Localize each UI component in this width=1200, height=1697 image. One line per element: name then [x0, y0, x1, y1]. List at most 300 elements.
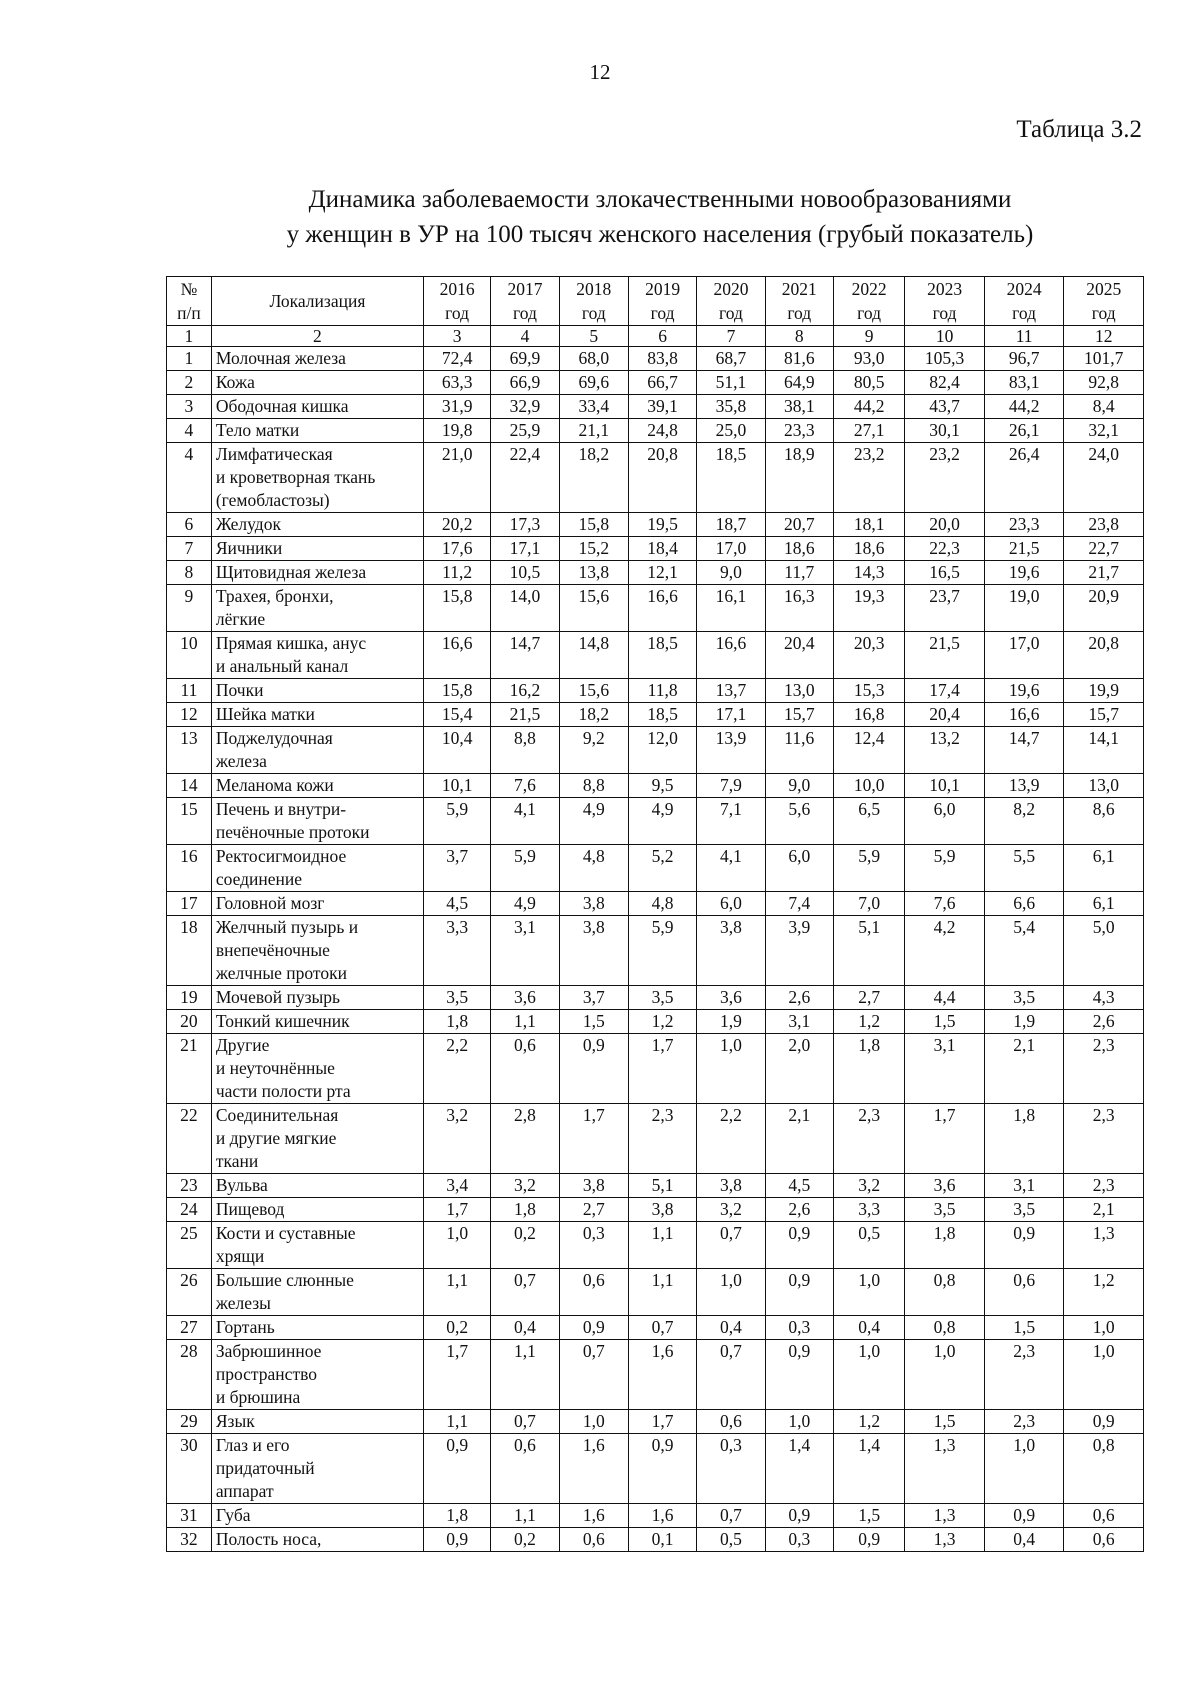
value-cell: 19,0 — [984, 585, 1064, 632]
value-cell: 3,4 — [423, 1174, 490, 1198]
localization-cell: Ободочная кишка — [211, 395, 423, 419]
value-cell: 1,0 — [559, 1410, 628, 1434]
value-cell: 10,4 — [423, 727, 490, 774]
value-cell: 22,4 — [491, 443, 559, 513]
value-cell: 7,1 — [697, 798, 765, 845]
value-cell: 14,7 — [491, 632, 559, 679]
value-cell: 1,1 — [491, 1010, 559, 1034]
localization-cell: Ректосигмоидное соединение — [211, 845, 423, 892]
header-year — [491, 277, 559, 326]
value-cell: 3,5 — [628, 986, 696, 1010]
value-cell: 18,9 — [765, 443, 833, 513]
value-cell: 1,3 — [905, 1528, 985, 1552]
value-cell: 43,7 — [905, 395, 985, 419]
value-cell: 15,3 — [833, 679, 904, 703]
value-cell: 17,1 — [491, 537, 559, 561]
localization-cell: Печень и внутри- печёночные протоки — [211, 798, 423, 845]
localization-cell: Лимфатическая и кроветворная ткань (гемобластозы) — [211, 443, 423, 513]
value-cell: 31,9 — [423, 395, 490, 419]
header-year — [559, 277, 628, 326]
localization-cell: Шейка матки — [211, 703, 423, 727]
table-row — [167, 1222, 1144, 1269]
value-cell: 4,2 — [905, 916, 985, 986]
value-cell: 10,1 — [423, 774, 490, 798]
value-cell: 92,8 — [1064, 371, 1144, 395]
value-cell: 21,5 — [491, 703, 559, 727]
row-number-cell: 23 — [167, 1174, 212, 1198]
value-cell: 15,7 — [1064, 703, 1144, 727]
value-cell: 0,6 — [491, 1034, 559, 1104]
header-year-unit: год — [1012, 303, 1037, 323]
value-cell: 3,7 — [423, 845, 490, 892]
value-cell: 23,8 — [1064, 513, 1144, 537]
value-cell: 6,0 — [697, 892, 765, 916]
header-year-unit: год — [512, 303, 537, 323]
value-cell: 19,9 — [1064, 679, 1144, 703]
value-cell: 4,8 — [559, 845, 628, 892]
value-cell: 66,7 — [628, 371, 696, 395]
value-cell: 4,4 — [905, 986, 985, 1010]
header-year — [628, 277, 696, 326]
localization-cell: Почки — [211, 679, 423, 703]
row-number-cell: 29 — [167, 1410, 212, 1434]
value-cell: 13,9 — [984, 774, 1064, 798]
table-body — [167, 326, 1144, 1552]
value-cell: 7,6 — [491, 774, 559, 798]
value-cell: 63,3 — [423, 371, 490, 395]
value-cell: 4,1 — [697, 845, 765, 892]
value-cell: 1,0 — [423, 1222, 490, 1269]
value-cell: 1,7 — [423, 1198, 490, 1222]
table-row — [167, 1104, 1144, 1174]
table-row — [167, 1504, 1144, 1528]
value-cell: 5,9 — [491, 845, 559, 892]
column-number-cell: 10 — [905, 326, 985, 347]
value-cell: 16,1 — [697, 585, 765, 632]
value-cell: 0,7 — [559, 1340, 628, 1410]
value-cell: 1,3 — [1064, 1222, 1144, 1269]
value-cell: 23,7 — [905, 585, 985, 632]
value-cell: 0,7 — [697, 1222, 765, 1269]
row-number-cell: 3 — [167, 395, 212, 419]
column-number-cell: 8 — [765, 326, 833, 347]
row-number-cell: 32 — [167, 1528, 212, 1552]
header-year-value: 2017 — [507, 279, 543, 299]
value-cell: 1,4 — [765, 1434, 833, 1504]
value-cell: 0,3 — [765, 1316, 833, 1340]
value-cell: 0,4 — [697, 1316, 765, 1340]
value-cell: 1,8 — [491, 1198, 559, 1222]
header-year — [833, 277, 904, 326]
value-cell: 17,3 — [491, 513, 559, 537]
header-year-value: 2022 — [851, 279, 887, 299]
row-number-cell: 16 — [167, 845, 212, 892]
value-cell: 1,8 — [423, 1010, 490, 1034]
localization-cell: Кожа — [211, 371, 423, 395]
value-cell: 21,5 — [984, 537, 1064, 561]
value-cell: 5,9 — [833, 845, 904, 892]
header-year-unit: год — [581, 303, 606, 323]
value-cell: 0,9 — [559, 1034, 628, 1104]
value-cell: 2,3 — [984, 1410, 1064, 1434]
localization-cell: Гортань — [211, 1316, 423, 1340]
table-row — [167, 443, 1144, 513]
value-cell: 0,9 — [628, 1434, 696, 1504]
value-cell: 13,2 — [905, 727, 985, 774]
table-row — [167, 703, 1144, 727]
value-cell: 1,5 — [833, 1504, 904, 1528]
value-cell: 10,1 — [905, 774, 985, 798]
value-cell: 6,0 — [765, 845, 833, 892]
value-cell: 12,1 — [628, 561, 696, 585]
header-year-unit: год — [718, 303, 743, 323]
value-cell: 93,0 — [833, 347, 904, 371]
value-cell: 15,4 — [423, 703, 490, 727]
value-cell: 22,7 — [1064, 537, 1144, 561]
value-cell: 0,6 — [697, 1410, 765, 1434]
localization-cell: Забрюшинное пространство и брюшина — [211, 1340, 423, 1410]
value-cell: 3,6 — [697, 986, 765, 1010]
value-cell: 1,1 — [491, 1340, 559, 1410]
value-cell: 9,2 — [559, 727, 628, 774]
value-cell: 0,9 — [765, 1340, 833, 1410]
value-cell: 68,0 — [559, 347, 628, 371]
value-cell: 20,0 — [905, 513, 985, 537]
value-cell: 14,3 — [833, 561, 904, 585]
table-row — [167, 727, 1144, 774]
row-number-cell: 4 — [167, 443, 212, 513]
value-cell: 7,4 — [765, 892, 833, 916]
row-number-cell: 8 — [167, 561, 212, 585]
row-number-cell: 14 — [167, 774, 212, 798]
value-cell: 18,7 — [697, 513, 765, 537]
table-row — [167, 798, 1144, 845]
column-number-cell: 9 — [833, 326, 904, 347]
value-cell: 23,2 — [905, 443, 985, 513]
value-cell: 5,1 — [628, 1174, 696, 1198]
value-cell: 7,9 — [697, 774, 765, 798]
value-cell: 8,8 — [559, 774, 628, 798]
value-cell: 4,5 — [765, 1174, 833, 1198]
value-cell: 30,1 — [905, 419, 985, 443]
value-cell: 1,2 — [1064, 1269, 1144, 1316]
localization-cell: Тело матки — [211, 419, 423, 443]
value-cell: 14,8 — [559, 632, 628, 679]
localization-cell: Губа — [211, 1504, 423, 1528]
value-cell: 5,9 — [423, 798, 490, 845]
value-cell: 15,6 — [559, 585, 628, 632]
value-cell: 1,7 — [905, 1104, 985, 1174]
value-cell: 12,4 — [833, 727, 904, 774]
value-cell: 6,5 — [833, 798, 904, 845]
header-number: № п/п — [167, 277, 212, 326]
header-year-value: 2018 — [576, 279, 612, 299]
localization-cell: Мочевой пузырь — [211, 986, 423, 1010]
row-number-cell: 22 — [167, 1104, 212, 1174]
column-number-cell: 4 — [491, 326, 559, 347]
header-year-value: 2023 — [927, 279, 963, 299]
column-number-cell: 2 — [211, 326, 423, 347]
localization-cell: Меланома кожи — [211, 774, 423, 798]
value-cell: 1,0 — [1064, 1340, 1144, 1410]
value-cell: 20,8 — [1064, 632, 1144, 679]
value-cell: 69,9 — [491, 347, 559, 371]
value-cell: 16,2 — [491, 679, 559, 703]
value-cell: 2,3 — [628, 1104, 696, 1174]
row-number-cell: 17 — [167, 892, 212, 916]
value-cell: 11,6 — [765, 727, 833, 774]
value-cell: 1,6 — [628, 1504, 696, 1528]
value-cell: 1,7 — [559, 1104, 628, 1174]
header-year — [905, 277, 985, 326]
value-cell: 1,6 — [559, 1504, 628, 1528]
value-cell: 0,9 — [765, 1504, 833, 1528]
value-cell: 15,8 — [423, 585, 490, 632]
value-cell: 2,2 — [423, 1034, 490, 1104]
header-year-unit: год — [932, 303, 957, 323]
value-cell: 12,0 — [628, 727, 696, 774]
row-number-cell: 6 — [167, 513, 212, 537]
localization-cell: Пищевод — [211, 1198, 423, 1222]
row-number-cell: 1 — [167, 347, 212, 371]
row-number-cell: 10 — [167, 632, 212, 679]
localization-cell: Яичники — [211, 537, 423, 561]
value-cell: 0,7 — [491, 1410, 559, 1434]
row-number-cell: 9 — [167, 585, 212, 632]
value-cell: 82,4 — [905, 371, 985, 395]
header-year — [423, 277, 490, 326]
table-row — [167, 1198, 1144, 1222]
value-cell: 2,3 — [833, 1104, 904, 1174]
value-cell: 0,6 — [559, 1528, 628, 1552]
value-cell: 0,6 — [1064, 1504, 1144, 1528]
value-cell: 64,9 — [765, 371, 833, 395]
value-cell: 80,5 — [833, 371, 904, 395]
table-row — [167, 561, 1144, 585]
value-cell: 44,2 — [984, 395, 1064, 419]
value-cell: 1,7 — [628, 1410, 696, 1434]
value-cell: 19,6 — [984, 561, 1064, 585]
value-cell: 20,3 — [833, 632, 904, 679]
value-cell: 0,5 — [697, 1528, 765, 1552]
value-cell: 8,2 — [984, 798, 1064, 845]
value-cell: 21,7 — [1064, 561, 1144, 585]
value-cell: 2,7 — [833, 986, 904, 1010]
value-cell: 3,8 — [559, 892, 628, 916]
value-cell: 0,2 — [423, 1316, 490, 1340]
value-cell: 18,2 — [559, 443, 628, 513]
row-number-cell: 4 — [167, 419, 212, 443]
value-cell: 0,7 — [697, 1340, 765, 1410]
localization-cell: Поджелудочная железа — [211, 727, 423, 774]
value-cell: 2,6 — [765, 986, 833, 1010]
row-number-cell: 7 — [167, 537, 212, 561]
value-cell: 1,8 — [984, 1104, 1064, 1174]
value-cell: 1,1 — [423, 1410, 490, 1434]
value-cell: 6,0 — [905, 798, 985, 845]
value-cell: 17,0 — [697, 537, 765, 561]
value-cell: 3,1 — [984, 1174, 1064, 1198]
column-number-cell: 5 — [559, 326, 628, 347]
page-number: 12 — [589, 60, 611, 84]
value-cell: 13,9 — [697, 727, 765, 774]
value-cell: 0,6 — [559, 1269, 628, 1316]
value-cell: 1,3 — [905, 1504, 985, 1528]
value-cell: 0,5 — [833, 1222, 904, 1269]
row-number-cell: 15 — [167, 798, 212, 845]
value-cell: 7,0 — [833, 892, 904, 916]
value-cell: 3,8 — [559, 1174, 628, 1198]
header-year — [697, 277, 765, 326]
value-cell: 69,6 — [559, 371, 628, 395]
value-cell: 1,9 — [984, 1010, 1064, 1034]
value-cell: 23,3 — [984, 513, 1064, 537]
header-year-unit: год — [1091, 303, 1116, 323]
value-cell: 0,2 — [491, 1222, 559, 1269]
value-cell: 7,6 — [905, 892, 985, 916]
value-cell: 1,0 — [697, 1269, 765, 1316]
table-row — [167, 1010, 1144, 1034]
value-cell: 2,3 — [984, 1340, 1064, 1410]
value-cell: 11,7 — [765, 561, 833, 585]
localization-cell: Язык — [211, 1410, 423, 1434]
value-cell: 3,5 — [984, 1198, 1064, 1222]
value-cell: 1,2 — [833, 1010, 904, 1034]
value-cell: 0,9 — [559, 1316, 628, 1340]
localization-cell: Тонкий кишечник — [211, 1010, 423, 1034]
value-cell: 10,5 — [491, 561, 559, 585]
value-cell: 33,4 — [559, 395, 628, 419]
localization-cell: Желудок — [211, 513, 423, 537]
value-cell: 1,0 — [905, 1340, 985, 1410]
value-cell: 1,8 — [833, 1034, 904, 1104]
value-cell: 16,6 — [984, 703, 1064, 727]
value-cell: 39,1 — [628, 395, 696, 419]
localization-cell: Желчный пузырь и внепечёночные желчные протоки — [211, 916, 423, 986]
value-cell: 1,5 — [984, 1316, 1064, 1340]
value-cell: 2,0 — [765, 1034, 833, 1104]
row-number-cell: 28 — [167, 1340, 212, 1410]
value-cell: 1,1 — [491, 1504, 559, 1528]
value-cell: 0,6 — [1064, 1528, 1144, 1552]
table-row — [167, 1410, 1144, 1434]
localization-cell: Большие слюнные железы — [211, 1269, 423, 1316]
value-cell: 3,5 — [984, 986, 1064, 1010]
table-row — [167, 845, 1144, 892]
value-cell: 32,1 — [1064, 419, 1144, 443]
value-cell: 19,5 — [628, 513, 696, 537]
value-cell: 4,9 — [491, 892, 559, 916]
table-row — [167, 1528, 1144, 1552]
column-number-cell: 1 — [167, 326, 212, 347]
table-row — [167, 632, 1144, 679]
value-cell: 3,5 — [905, 1198, 985, 1222]
value-cell: 10,0 — [833, 774, 904, 798]
table-row — [167, 419, 1144, 443]
localization-cell: Молочная железа — [211, 347, 423, 371]
value-cell: 51,1 — [697, 371, 765, 395]
table-row — [167, 585, 1144, 632]
value-cell: 15,8 — [559, 513, 628, 537]
value-cell: 3,8 — [697, 1174, 765, 1198]
localization-cell: Щитовидная железа — [211, 561, 423, 585]
row-number-cell: 19 — [167, 986, 212, 1010]
header-year — [1064, 277, 1144, 326]
value-cell: 4,3 — [1064, 986, 1144, 1010]
column-number-cell: 3 — [423, 326, 490, 347]
value-cell: 5,6 — [765, 798, 833, 845]
table-row — [167, 916, 1144, 986]
localization-cell: Другие и неуточнённые части полости рта — [211, 1034, 423, 1104]
table-row — [167, 986, 1144, 1010]
header-year-value: 2020 — [713, 279, 749, 299]
value-cell: 23,3 — [765, 419, 833, 443]
header-year — [765, 277, 833, 326]
value-cell: 1,3 — [905, 1434, 985, 1504]
value-cell: 1,9 — [697, 1010, 765, 1034]
value-cell: 3,1 — [905, 1034, 985, 1104]
value-cell: 16,6 — [628, 585, 696, 632]
value-cell: 1,7 — [423, 1340, 490, 1410]
value-cell: 4,8 — [628, 892, 696, 916]
value-cell: 3,8 — [559, 916, 628, 986]
value-cell: 3,8 — [628, 1198, 696, 1222]
table-row — [167, 1340, 1144, 1410]
header-localization: Локализация — [211, 277, 423, 326]
value-cell: 1,0 — [984, 1434, 1064, 1504]
value-cell: 13,8 — [559, 561, 628, 585]
value-cell: 1,5 — [905, 1010, 985, 1034]
header-year-value: 2021 — [781, 279, 817, 299]
table-row — [167, 1269, 1144, 1316]
value-cell: 0,9 — [423, 1528, 490, 1552]
column-number-cell: 6 — [628, 326, 696, 347]
value-cell: 13,0 — [1064, 774, 1144, 798]
localization-cell: Трахея, бронхи, лёгкие — [211, 585, 423, 632]
value-cell: 4,9 — [559, 798, 628, 845]
value-cell: 8,6 — [1064, 798, 1144, 845]
value-cell: 14,0 — [491, 585, 559, 632]
value-cell: 1,7 — [628, 1034, 696, 1104]
value-cell: 5,2 — [628, 845, 696, 892]
value-cell: 5,9 — [628, 916, 696, 986]
value-cell: 83,1 — [984, 371, 1064, 395]
value-cell: 3,7 — [559, 986, 628, 1010]
value-cell: 1,8 — [423, 1504, 490, 1528]
header-year-value: 2024 — [1006, 279, 1042, 299]
value-cell: 15,7 — [765, 703, 833, 727]
value-cell: 3,6 — [905, 1174, 985, 1198]
value-cell: 81,6 — [765, 347, 833, 371]
value-cell: 16,3 — [765, 585, 833, 632]
value-cell: 2,3 — [1064, 1174, 1144, 1198]
value-cell: 16,8 — [833, 703, 904, 727]
value-cell: 17,1 — [697, 703, 765, 727]
value-cell: 0,6 — [491, 1434, 559, 1504]
value-cell: 14,1 — [1064, 727, 1144, 774]
value-cell: 21,0 — [423, 443, 490, 513]
row-number-cell: 13 — [167, 727, 212, 774]
value-cell: 2,6 — [765, 1198, 833, 1222]
value-cell: 0,3 — [559, 1222, 628, 1269]
value-cell: 20,2 — [423, 513, 490, 537]
value-cell: 18,5 — [628, 703, 696, 727]
value-cell: 3,3 — [833, 1198, 904, 1222]
value-cell: 20,7 — [765, 513, 833, 537]
value-cell: 20,9 — [1064, 585, 1144, 632]
value-cell: 66,9 — [491, 371, 559, 395]
value-cell: 17,4 — [905, 679, 985, 703]
